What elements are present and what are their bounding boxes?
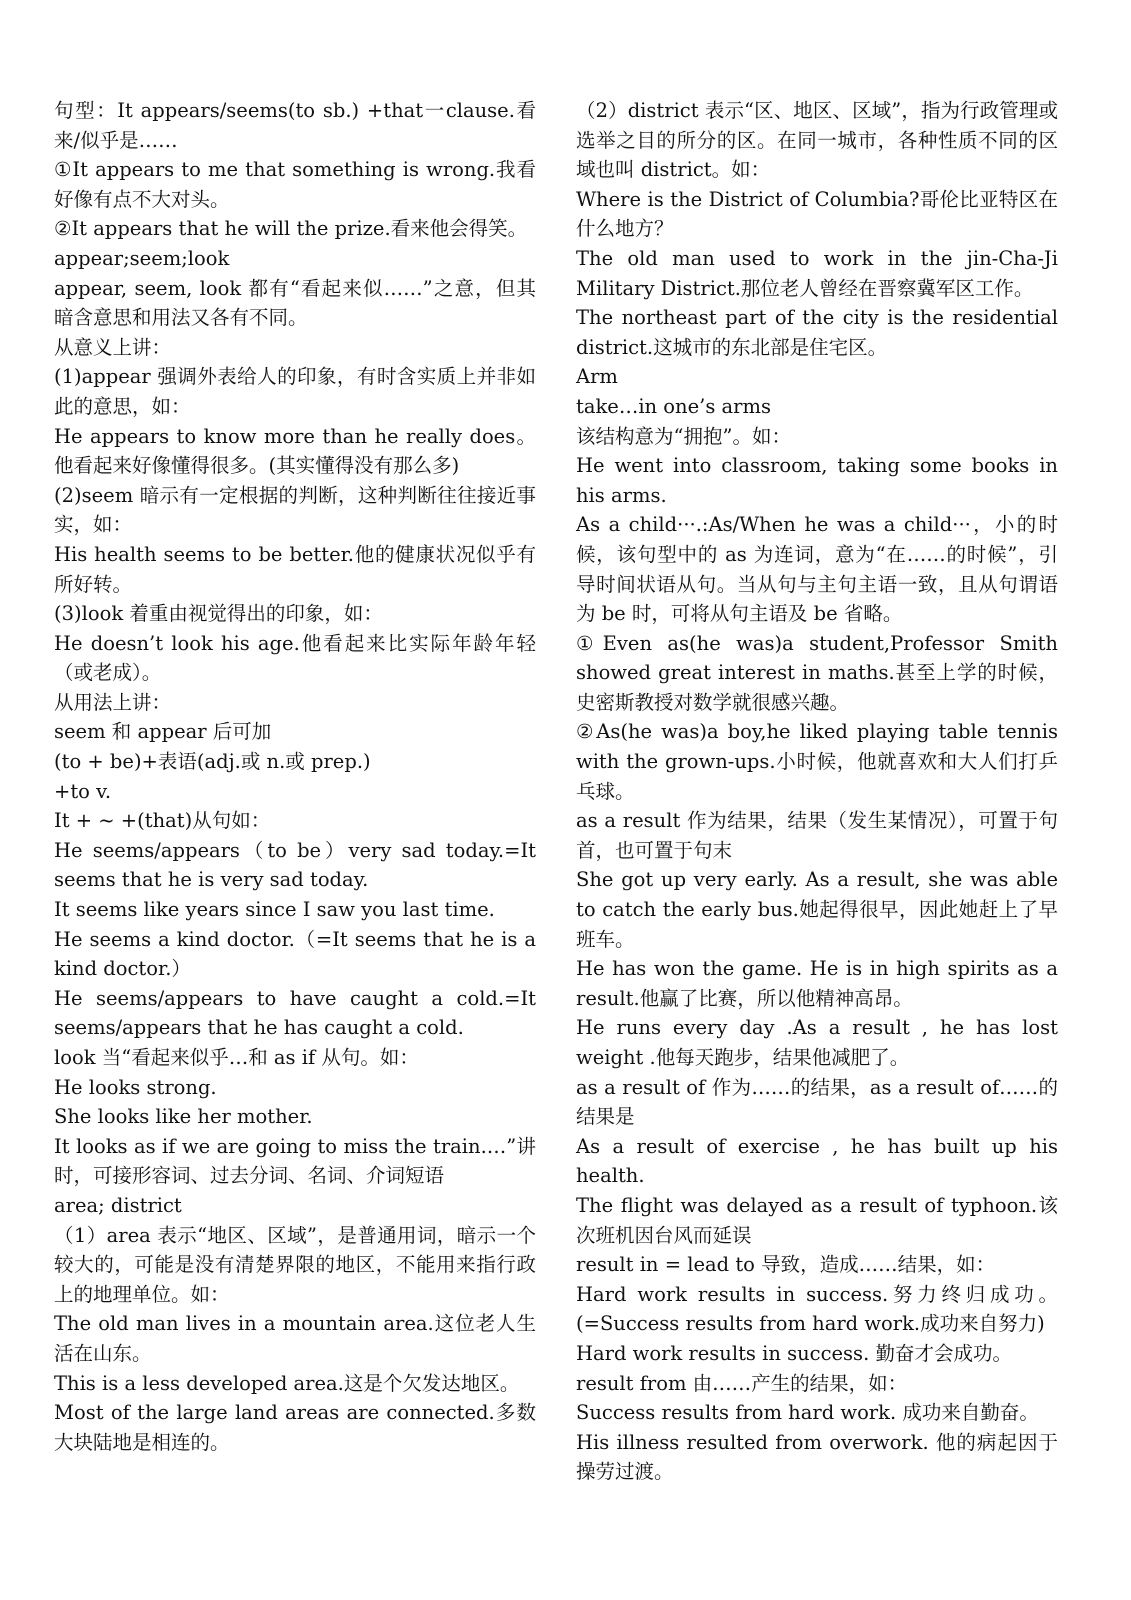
paragraph: as a result of 作为……的结果，as a result of……的结果是 — [576, 1075, 1058, 1129]
paragraph: (2)seem 暗示有一定根据的判断，这种判断往往接近事实，如： — [54, 483, 536, 537]
paragraph: The flight was delayed as a result of typhoon.该次班机因台风而延误 — [576, 1193, 1058, 1247]
paragraph: result from 由……产生的结果，如： — [576, 1371, 908, 1395]
paragraph: The old man used to work in the jin-Cha-Ji Military District.那位老人曾经在晋察冀军区工作。 — [576, 246, 1058, 300]
paragraph: appear;seem;look — [54, 246, 230, 270]
paragraph: 从意义上讲： — [54, 335, 172, 359]
paragraph: ①It appears to me that something is wrong.我看好像有点不大对头。 — [54, 158, 536, 211]
paragraph: look 当“看起来似乎…和 as if 从句。如： — [54, 1046, 419, 1069]
paragraph: He seems/appears to have caught a cold.=It seems/appears that he has caught a cold. — [54, 986, 536, 1040]
left-column — [54, 96, 536, 1457]
paragraph: area; district — [54, 1193, 182, 1217]
right-column — [576, 96, 1058, 1487]
paragraph: Arm — [576, 365, 618, 389]
paragraph: The old man lives in a mountain area.这位老人生活在山东。 — [54, 1312, 536, 1365]
paragraph: It looks as if we are going to miss the train.…”讲时，可接形容词、过去分词、名词、介词短语 — [54, 1134, 536, 1188]
paragraph: He doesn’t look his age.他看起来比实际年龄年轻（或老成）。 — [54, 631, 536, 685]
paragraph: He seems/appears（to be）very sad today.=It seems that he is very sad today. — [54, 838, 536, 892]
paragraph: 从用法上讲： — [54, 690, 172, 714]
paragraph: (1)appear 强调外表给人的印象，有时含实质上并非如此的意思，如： — [54, 365, 536, 418]
paragraph: （2）district 表示“区、地区、区域”，指为行政管理或选举之目的所分的区。在同一城市，各种性质不同的区域也叫 district。如： — [576, 99, 1058, 182]
paragraph: Most of the large land areas are connected.多数大块陆地是相连的。 — [54, 1401, 536, 1454]
paragraph: The northeast part of the city is the residential district.这城市的东北部是住宅区。 — [576, 306, 1058, 359]
paragraph: seem 和 appear 后可加 — [54, 720, 272, 744]
paragraph: ②As(he was)a boy,he liked playing table tennis with the grown-ups.小时候，他就喜欢和大人们打乒乓球。 — [576, 720, 1058, 803]
paragraph: Success results from hard work. 成功来自勤奋。 — [576, 1401, 1039, 1425]
paragraph: (3)look 着重由视觉得出的印象，如： — [54, 602, 383, 626]
paragraph: As a child···.:As/When he was a child···，小的时候，该句型中的 as 为连词，意为“在……的时候”，引导时间状语从句。当从句与主句主语一致，且从句谓语为 be 时，可将从句主语及 be 省略。 — [576, 513, 1058, 626]
paragraph: His illness resulted from overwork. 他的病起因于操劳过渡。 — [576, 1430, 1058, 1484]
paragraph: 句型：It appears/seems(to sb.) +that一clause.看来/似乎是…… — [54, 99, 536, 152]
paragraph: As a result of exercise , he has built up his health. — [576, 1134, 1058, 1188]
paragraph: His health seems to be better.他的健康状况似乎有所好转。 — [54, 542, 536, 596]
paragraph: It + ~ +(that)从句如： — [54, 809, 271, 833]
paragraph: ②It appears that he will the prize.看来他会得笑。 — [54, 217, 528, 241]
paragraph: It seems like years since I saw you last time. — [54, 898, 495, 922]
paragraph: She got up very early. As a result, she was able to catch the early bus.她起得很早，因此她赶上了早班车。 — [576, 868, 1058, 951]
paragraph: He looks strong. — [54, 1075, 217, 1099]
paragraph: ①Even as(he was)a student,Professor Smith showed great interest in maths.甚至上学的时候，史密斯教授对数学就很感兴趣。 — [576, 631, 1058, 714]
paragraph: as a result 作为结果，结果（发生某情况），可置于句首，也可置于句末 — [576, 809, 1058, 862]
paragraph: Where is the District of Columbia?哥伦比亚特区在什么地方？ — [576, 187, 1058, 241]
paragraph: He seems a kind doctor.（=It seems that he is a kind doctor.） — [54, 927, 536, 981]
paragraph: Hard work results in success.努力终归成功。(=Success results from hard work.成功来自努力) — [576, 1282, 1058, 1336]
paragraph: +to v. — [54, 779, 112, 803]
paragraph: （1）area 表示“地区、区域”，是普通用词，暗示一个较大的，可能是没有清楚界限的地区，不能用来指行政上的地理单位。如： — [54, 1223, 536, 1306]
paragraph: take…in one’s arms — [576, 394, 771, 418]
paragraph: She looks like her mother. — [54, 1105, 313, 1129]
paragraph: He appears to know more than he really does。他看起来好像懂得很多。(其实懂得没有那么多) — [54, 424, 536, 478]
paragraph: Hard work results in success. 勤奋才会成功。 — [576, 1341, 1012, 1365]
paragraph: This is a less developed area.这是个欠发达地区。 — [54, 1371, 520, 1395]
paragraph: 该结构意为“拥抱”。如： — [576, 424, 791, 448]
paragraph: appear, seem, look 都有“看起来似……”之意，但其暗含意思和用法又各有不同。 — [54, 276, 536, 330]
paragraph: He has won the game. He is in high spirits as a result.他赢了比赛，所以他精神高昂。 — [576, 957, 1058, 1010]
paragraph: He went into classroom, taking some books in his arms. — [576, 454, 1058, 507]
paragraph: (to + be)+表语(adj.或 n.或 prep.) — [54, 750, 371, 774]
paragraph: result in = lead to 导致，造成……结果，如： — [576, 1253, 996, 1277]
paragraph: He runs every day .As a result , he has lost weight .他每天跑步，结果他减肥了。 — [576, 1016, 1058, 1069]
